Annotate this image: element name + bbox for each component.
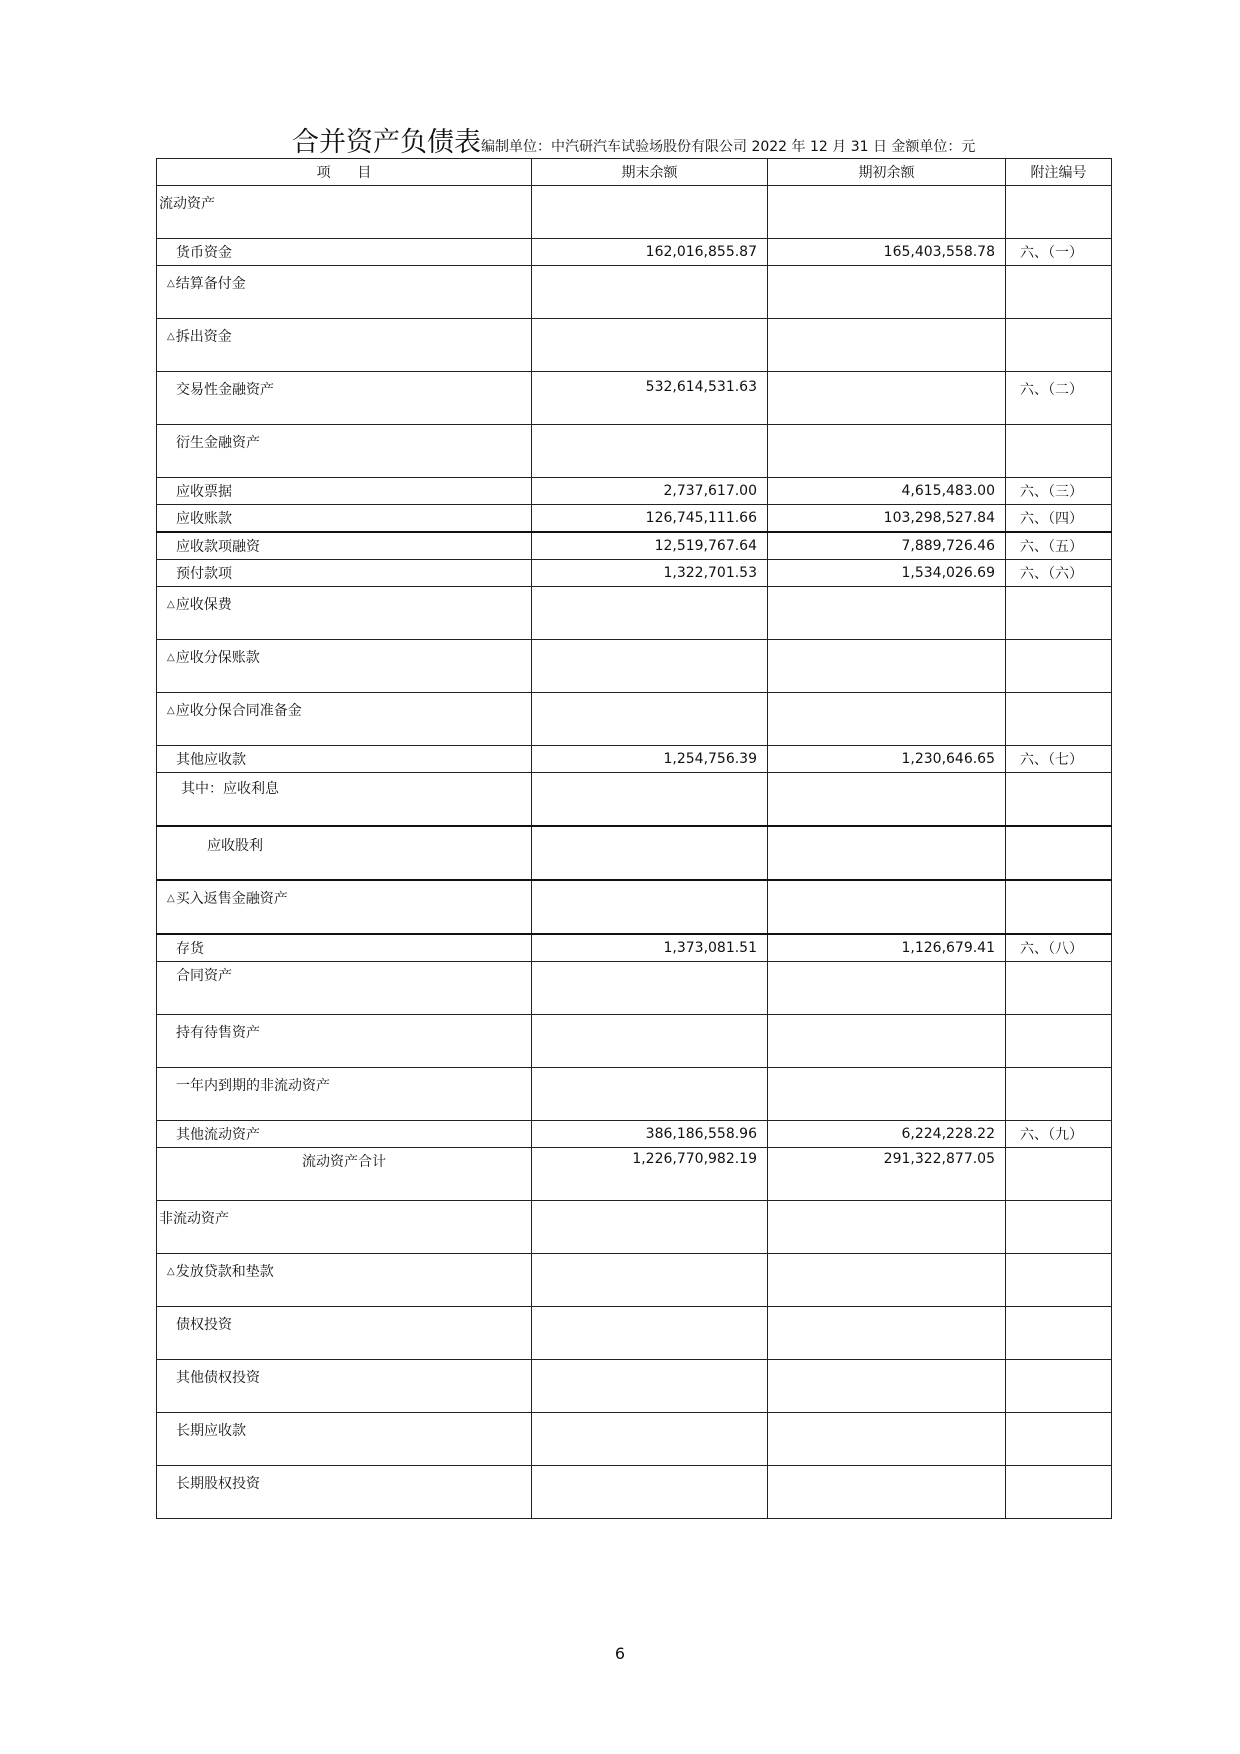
begin-balance-cell <box>768 640 1006 693</box>
note-cell <box>1006 425 1112 478</box>
begin-balance-cell <box>768 962 1006 1015</box>
note-cell <box>1006 239 1112 266</box>
table-row <box>157 1068 1112 1121</box>
end-balance-cell <box>532 505 768 533</box>
end-balance-cell <box>532 1015 768 1068</box>
table-row <box>157 186 1112 239</box>
end-balance-cell <box>532 587 768 640</box>
end-balance-value <box>532 1413 767 1420</box>
begin-balance-cell <box>768 1466 1006 1519</box>
note-value <box>1006 1254 1111 1261</box>
note-cell <box>1006 1413 1112 1466</box>
column-header-begin-balance: 期初余额 <box>768 159 1006 186</box>
end-balance-value <box>532 693 767 700</box>
note-value <box>1006 773 1111 780</box>
row-label <box>157 319 532 372</box>
end-balance-value <box>532 1068 767 1075</box>
end-balance-cell <box>532 773 768 827</box>
row-label-text: 衍生金融资产 <box>176 435 260 451</box>
end-balance-cell <box>532 1254 768 1307</box>
end-balance-value <box>532 640 767 647</box>
end-balance-value: 12,519,767.64 <box>654 538 757 554</box>
end-balance-cell <box>532 319 768 372</box>
table-row <box>157 478 1112 505</box>
begin-balance-value <box>768 1068 1005 1075</box>
row-label-text: 拆出资金 <box>175 329 232 345</box>
row-label <box>157 532 532 560</box>
note-value <box>1006 1307 1111 1314</box>
end-balance-cell <box>532 826 768 880</box>
end-balance-value <box>532 962 767 969</box>
note-cell <box>1006 478 1112 505</box>
note-cell <box>1006 372 1112 425</box>
begin-balance-value <box>768 827 1005 834</box>
begin-balance-value <box>768 186 1005 193</box>
triangle-mark-icon: △ <box>167 331 175 342</box>
table-row <box>157 1254 1112 1307</box>
begin-balance-cell <box>768 1068 1006 1121</box>
begin-balance-cell <box>768 1121 1006 1148</box>
begin-balance-cell <box>768 478 1006 505</box>
end-balance-cell <box>532 1360 768 1413</box>
triangle-mark-icon: △ <box>167 278 175 289</box>
note-value: 六、（二） <box>1020 382 1083 398</box>
begin-balance-value <box>768 1201 1005 1208</box>
note-value <box>1006 881 1111 888</box>
row-label <box>157 640 532 693</box>
note-cell <box>1006 186 1112 239</box>
begin-balance-cell <box>768 826 1006 880</box>
row-label <box>157 1121 532 1148</box>
note-value <box>1006 1201 1111 1208</box>
table-row <box>157 1360 1112 1413</box>
begin-balance-cell <box>768 186 1006 239</box>
row-label <box>157 1068 532 1121</box>
begin-balance-value <box>768 1466 1005 1473</box>
begin-balance-value <box>768 319 1005 326</box>
note-value: 六、（六） <box>1020 566 1083 582</box>
end-balance-cell <box>532 640 768 693</box>
table-row <box>157 319 1112 372</box>
begin-balance-cell <box>768 372 1006 425</box>
begin-balance-value <box>768 881 1005 888</box>
begin-balance-cell <box>768 1015 1006 1068</box>
row-label <box>157 934 532 962</box>
end-balance-cell <box>532 266 768 319</box>
begin-balance-value <box>768 1015 1005 1022</box>
note-value <box>1006 425 1111 432</box>
table-row <box>157 532 1112 560</box>
end-balance-cell <box>532 560 768 587</box>
begin-balance-cell <box>768 693 1006 746</box>
row-label <box>157 1360 532 1413</box>
begin-balance-cell <box>768 266 1006 319</box>
end-balance-cell <box>532 1121 768 1148</box>
row-label-text: 预付款项 <box>176 566 232 582</box>
end-balance-cell <box>532 372 768 425</box>
begin-balance-cell <box>768 319 1006 372</box>
note-cell <box>1006 560 1112 587</box>
begin-balance-value: 7,889,726.46 <box>901 538 995 554</box>
note-cell <box>1006 1307 1112 1360</box>
report-title: 合并资产负债表 <box>292 127 481 158</box>
row-label <box>157 880 532 934</box>
note-cell <box>1006 640 1112 693</box>
table-row <box>157 372 1112 425</box>
end-balance-value <box>532 266 767 273</box>
table-row <box>157 1413 1112 1466</box>
end-balance-cell <box>532 1466 768 1519</box>
table-row <box>157 640 1112 693</box>
row-label-text: 其他债权投资 <box>176 1370 260 1386</box>
triangle-mark-icon: △ <box>167 893 175 904</box>
note-value: 六、（七） <box>1020 752 1083 768</box>
end-balance-value: 1,373,081.51 <box>663 940 757 956</box>
end-balance-cell <box>532 186 768 239</box>
row-label <box>157 372 532 425</box>
row-label <box>157 1148 532 1201</box>
row-label <box>157 478 532 505</box>
triangle-mark-icon: △ <box>167 599 175 610</box>
row-label-text: 其他应收款 <box>176 752 246 768</box>
table-row <box>157 1201 1112 1254</box>
row-label-text: 应收款项融资 <box>176 539 260 555</box>
note-cell <box>1006 1360 1112 1413</box>
end-balance-value <box>532 186 767 193</box>
begin-balance-value: 165,403,558.78 <box>883 244 995 260</box>
row-label-text: 非流动资产 <box>159 1211 229 1227</box>
table-row <box>157 1466 1112 1519</box>
table-row <box>157 239 1112 266</box>
end-balance-value: 126,745,111.66 <box>645 510 757 526</box>
row-label <box>157 1413 532 1466</box>
note-cell <box>1006 1466 1112 1519</box>
note-cell <box>1006 934 1112 962</box>
end-balance-value <box>532 1015 767 1022</box>
note-cell <box>1006 587 1112 640</box>
begin-balance-value: 1,126,679.41 <box>901 940 995 956</box>
begin-balance-value <box>768 962 1005 969</box>
column-header-note: 附注编号 <box>1006 159 1112 186</box>
note-cell <box>1006 693 1112 746</box>
end-balance-value <box>532 319 767 326</box>
note-cell <box>1006 266 1112 319</box>
note-cell <box>1006 505 1112 533</box>
begin-balance-cell <box>768 1307 1006 1360</box>
column-header-end-balance: 期末余额 <box>532 159 768 186</box>
row-label <box>157 1307 532 1360</box>
row-label-text: 流动资产合计 <box>302 1154 386 1170</box>
row-label <box>157 1015 532 1068</box>
end-balance-value: 2,737,617.00 <box>663 483 757 499</box>
end-balance-cell <box>532 880 768 934</box>
table-row <box>157 1015 1112 1068</box>
end-balance-cell <box>532 746 768 773</box>
begin-balance-cell <box>768 560 1006 587</box>
triangle-mark-icon: △ <box>167 705 175 716</box>
row-label-text: 应收分保合同准备金 <box>175 703 302 719</box>
begin-balance-value: 6,224,228.22 <box>901 1126 995 1142</box>
row-label <box>157 826 532 880</box>
end-balance-cell <box>532 1148 768 1201</box>
table-row <box>157 505 1112 533</box>
note-value <box>1006 186 1111 193</box>
end-balance-value: 1,226,770,982.19 <box>632 1151 757 1167</box>
begin-balance-value <box>768 587 1005 594</box>
row-label <box>157 746 532 773</box>
note-cell <box>1006 826 1112 880</box>
row-label <box>157 962 532 1015</box>
row-label <box>157 239 532 266</box>
begin-balance-cell <box>768 425 1006 478</box>
row-label-text: 长期应收款 <box>176 1423 246 1439</box>
begin-balance-value: 1,230,646.65 <box>901 751 995 767</box>
begin-balance-cell <box>768 1148 1006 1201</box>
row-label-text: 发放贷款和垫款 <box>175 1264 274 1280</box>
row-label-text: 持有待售资产 <box>176 1025 260 1041</box>
row-label <box>157 1466 532 1519</box>
note-cell <box>1006 880 1112 934</box>
row-label-text: 一年内到期的非流动资产 <box>176 1078 330 1094</box>
report-header <box>292 120 975 159</box>
triangle-mark-icon: △ <box>167 1266 175 1277</box>
begin-balance-value: 103,298,527.84 <box>883 510 995 526</box>
end-balance-cell <box>532 962 768 1015</box>
end-balance-value <box>532 881 767 888</box>
begin-balance-cell <box>768 239 1006 266</box>
note-cell <box>1006 1068 1112 1121</box>
table-header-row <box>157 159 1112 186</box>
begin-balance-cell <box>768 773 1006 827</box>
row-label-text: 应收账款 <box>176 511 232 527</box>
begin-balance-cell <box>768 1201 1006 1254</box>
begin-balance-value <box>768 425 1005 432</box>
begin-balance-value <box>768 266 1005 273</box>
note-cell <box>1006 1015 1112 1068</box>
end-balance-value <box>532 1201 767 1208</box>
end-balance-cell <box>532 239 768 266</box>
row-label <box>157 425 532 478</box>
begin-balance-value <box>768 693 1005 700</box>
row-label <box>157 773 532 827</box>
end-balance-cell <box>532 425 768 478</box>
begin-balance-cell <box>768 505 1006 533</box>
table-row <box>157 934 1112 962</box>
begin-balance-cell <box>768 1360 1006 1413</box>
table-row <box>157 560 1112 587</box>
note-value <box>1006 962 1111 969</box>
table-row <box>157 880 1112 934</box>
page-number: 6 <box>614 1644 626 1663</box>
note-value <box>1006 1360 1111 1367</box>
end-balance-value <box>532 1466 767 1473</box>
table-row <box>157 587 1112 640</box>
table-row <box>157 773 1112 827</box>
balance-sheet-table <box>156 158 1112 1519</box>
row-label <box>157 693 532 746</box>
begin-balance-value <box>768 773 1005 780</box>
note-value <box>1006 640 1111 647</box>
begin-balance-value <box>768 372 1005 379</box>
table-row <box>157 693 1112 746</box>
row-label-text: 应收分保账款 <box>175 650 260 666</box>
end-balance-value: 1,322,701.53 <box>663 565 757 581</box>
row-label-text: 结算备付金 <box>175 276 246 292</box>
table-row <box>157 746 1112 773</box>
row-label <box>157 560 532 587</box>
row-label-text: 合同资产 <box>176 968 232 984</box>
note-value <box>1006 319 1111 326</box>
row-label-text: 存货 <box>176 941 204 957</box>
note-value: 六、（三） <box>1020 484 1083 500</box>
row-label-text: 其中：应收利息 <box>181 781 279 797</box>
column-header-item: 项 目 <box>157 159 532 186</box>
end-balance-value <box>532 827 767 834</box>
note-cell <box>1006 1201 1112 1254</box>
end-balance-cell <box>532 1413 768 1466</box>
row-label-text: 货币资金 <box>176 245 232 261</box>
row-label-text: 应收股利 <box>207 838 263 854</box>
begin-balance-value <box>768 1307 1005 1314</box>
table-row <box>157 962 1112 1015</box>
note-cell <box>1006 319 1112 372</box>
row-label-text: 买入返售金融资产 <box>175 891 288 907</box>
row-label <box>157 186 532 239</box>
end-balance-cell <box>532 693 768 746</box>
end-balance-value: 162,016,855.87 <box>645 244 757 260</box>
end-balance-value <box>532 773 767 780</box>
begin-balance-value <box>768 640 1005 647</box>
report-subtitle: 编制单位：中汽研汽车试验场股份有限公司 2022 年 12 月 31 日 金额单位：元 <box>481 139 976 155</box>
end-balance-cell <box>532 1201 768 1254</box>
begin-balance-cell <box>768 1254 1006 1307</box>
begin-balance-value <box>768 1360 1005 1367</box>
begin-balance-value: 4,615,483.00 <box>901 483 995 499</box>
note-value <box>1006 1148 1111 1155</box>
note-value <box>1006 587 1111 594</box>
end-balance-value <box>532 587 767 594</box>
end-balance-value <box>532 1307 767 1314</box>
table-row <box>157 1307 1112 1360</box>
note-cell <box>1006 1148 1112 1201</box>
note-cell <box>1006 746 1112 773</box>
note-value: 六、（一） <box>1020 245 1083 261</box>
table-row <box>157 826 1112 880</box>
row-label-text: 应收票据 <box>176 484 232 500</box>
note-cell <box>1006 1121 1112 1148</box>
end-balance-value <box>532 1360 767 1367</box>
note-value <box>1006 1466 1111 1473</box>
table-row <box>157 266 1112 319</box>
note-value <box>1006 1015 1111 1022</box>
note-value <box>1006 1413 1111 1420</box>
row-label <box>157 505 532 533</box>
end-balance-cell <box>532 478 768 505</box>
note-value <box>1006 1068 1111 1075</box>
begin-balance-value <box>768 1254 1005 1261</box>
row-label <box>157 266 532 319</box>
note-cell <box>1006 962 1112 1015</box>
note-value: 六、（四） <box>1020 511 1083 527</box>
begin-balance-cell <box>768 587 1006 640</box>
begin-balance-cell <box>768 934 1006 962</box>
begin-balance-cell <box>768 532 1006 560</box>
note-cell <box>1006 532 1112 560</box>
end-balance-value: 1,254,756.39 <box>663 751 757 767</box>
note-value: 六、（九） <box>1020 1127 1083 1143</box>
end-balance-cell <box>532 532 768 560</box>
end-balance-cell <box>532 1068 768 1121</box>
end-balance-cell <box>532 934 768 962</box>
note-value: 六、（五） <box>1020 539 1083 555</box>
row-label-text: 流动资产 <box>159 196 215 212</box>
begin-balance-value: 291,322,877.05 <box>883 1151 995 1167</box>
row-label-text: 其他流动资产 <box>176 1127 260 1143</box>
table-row <box>157 425 1112 478</box>
row-label-text: 应收保费 <box>175 597 232 613</box>
table-row-total <box>157 1148 1112 1201</box>
row-label-text: 交易性金融资产 <box>176 382 274 398</box>
end-balance-value <box>532 425 767 432</box>
begin-balance-cell <box>768 746 1006 773</box>
note-value <box>1006 693 1111 700</box>
row-label-text: 债权投资 <box>176 1317 232 1333</box>
begin-balance-value <box>768 1413 1005 1420</box>
note-value <box>1006 266 1111 273</box>
end-balance-value: 386,186,558.96 <box>645 1126 757 1142</box>
note-cell <box>1006 773 1112 827</box>
note-value <box>1006 827 1111 834</box>
begin-balance-cell <box>768 1413 1006 1466</box>
table-row <box>157 1121 1112 1148</box>
note-cell <box>1006 1254 1112 1307</box>
note-value: 六、（八） <box>1020 941 1083 957</box>
end-balance-cell <box>532 1307 768 1360</box>
begin-balance-cell <box>768 880 1006 934</box>
triangle-mark-icon: △ <box>167 652 175 663</box>
row-label <box>157 1254 532 1307</box>
row-label-text: 长期股权投资 <box>176 1476 260 1492</box>
row-label <box>157 587 532 640</box>
end-balance-value <box>532 1254 767 1261</box>
end-balance-value: 532,614,531.63 <box>645 379 757 395</box>
begin-balance-value: 1,534,026.69 <box>901 565 995 581</box>
row-label <box>157 1201 532 1254</box>
